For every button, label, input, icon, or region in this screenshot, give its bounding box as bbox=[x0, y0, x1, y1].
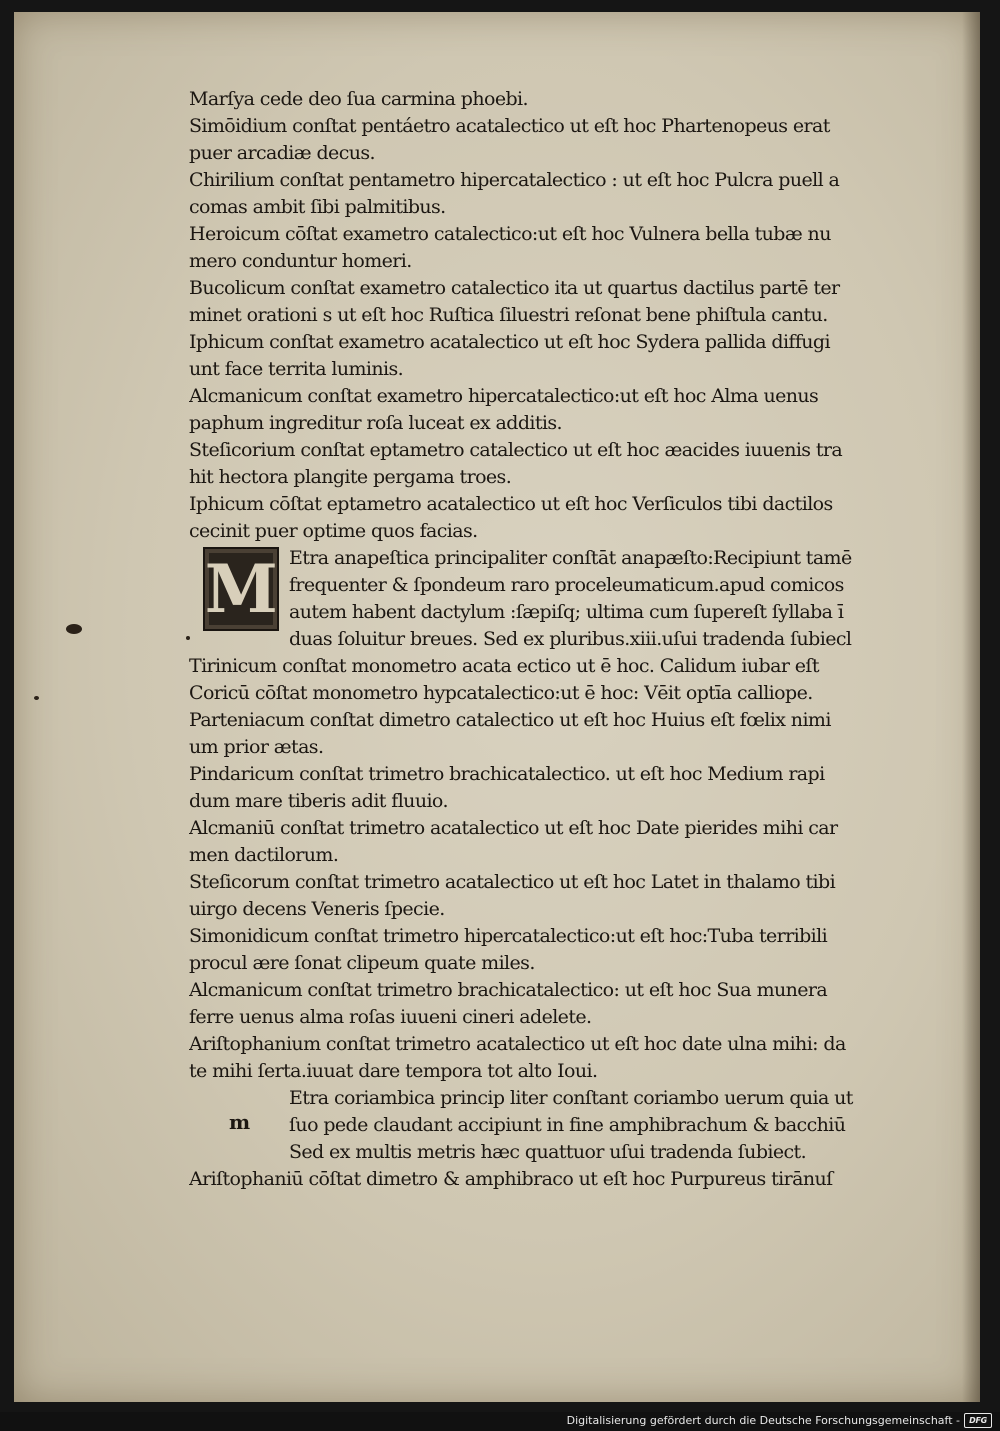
text-line: Simōidium conſtat pentáetro acatalectico ut eſt hoc Phartenopeus erat bbox=[189, 115, 830, 137]
text-line: Tirinicum conſtat monometro acata ectico ut ē hoc. Calidum iubar eſt bbox=[189, 655, 819, 677]
text-line: paphum ingreditur roſa luceat ex additis. bbox=[189, 412, 562, 434]
text-line: Iphicum conſtat exametro acatalectico ut eſt hoc Sydera pallida diffugi bbox=[189, 331, 830, 353]
text-line: te mihi ſerta.iuuat dare tempora tot alto Ioui. bbox=[189, 1060, 598, 1082]
text-line: uirgo decens Veneris ſpecie. bbox=[189, 898, 445, 920]
text-line: Heroicum cōſtat exametro catalectico:ut eſt hoc Vulnera bella tubæ nu bbox=[189, 223, 831, 245]
text-lines-top bbox=[189, 86, 969, 545]
text-line: Simonidicum conſtat trimetro hipercatalectico:ut eſt hoc:Tuba terribili bbox=[189, 925, 828, 947]
text-line: hit hectora plangite pergama troes. bbox=[189, 466, 512, 488]
decorated-initial bbox=[203, 547, 279, 631]
ink-blot bbox=[66, 624, 82, 634]
text-line: Marſya cede deo ſua carmina phoebi. bbox=[189, 88, 528, 110]
text-line: ſuo pede claudant accipiunt in fine amphibrachum & bacchiū bbox=[289, 1114, 846, 1136]
text-line: Etra coriambica princip liter conſtant coriambo uerum quia ut bbox=[289, 1087, 853, 1109]
text-line: Alcmanicum conſtat exametro hipercatalectico:ut eſt hoc Alma uenus bbox=[189, 385, 819, 407]
section-anapestica bbox=[189, 545, 969, 653]
section-anapestica-lines bbox=[289, 545, 969, 653]
text-line: Ariſtophaniū cōſtat dimetro & amphibraco ut eſt hoc Purpureus tirānuſ bbox=[189, 1168, 833, 1190]
text-line: minet orationi s ut eſt hoc Ruſtica ſiluestri reſonat bene phiſtula cantu. bbox=[189, 304, 828, 326]
text-line: mero conduntur homeri. bbox=[189, 250, 412, 272]
text-line: procul ære ſonat clipeum quate miles. bbox=[189, 952, 535, 974]
text-line: Parteniacum conſtat dimetro catalectico ut eſt hoc Huius eſt fœlix nimi bbox=[189, 709, 831, 731]
section-coriambica bbox=[189, 1085, 969, 1166]
text-line: Etra anapeſtica principaliter conſtāt anapæſto:Recipiunt tamē bbox=[289, 547, 852, 569]
footer-text: Digitalisierung gefördert durch die Deutsche Forschungsgemeinschaft - bbox=[566, 1413, 960, 1427]
text-lines-bottom bbox=[189, 1166, 969, 1193]
text-line: Alcmanicum conſtat trimetro brachicatalectico: ut eſt hoc Sua munera bbox=[189, 979, 828, 1001]
text-line: Pindaricum conſtat trimetro brachicatalectico. ut eſt hoc Medium rapi bbox=[189, 763, 825, 785]
text-line: men dactilorum. bbox=[189, 844, 339, 866]
section-coriambica-lines bbox=[289, 1085, 969, 1166]
initial-letter: M bbox=[204, 550, 278, 628]
text-line: Sed ex multis metris hæc quattuor uſui tradenda ſubiect. bbox=[289, 1141, 807, 1163]
guide-letter: m bbox=[229, 1110, 250, 1134]
text-block bbox=[189, 86, 969, 1193]
footer-attribution bbox=[567, 1411, 992, 1429]
text-line: comas ambit ſibi palmitibus. bbox=[189, 196, 446, 218]
text-line: Steſicorum conſtat trimetro acatalectico ut eſt hoc Latet in thalamo tibi bbox=[189, 871, 836, 893]
ink-speck bbox=[34, 696, 39, 700]
text-line: puer arcadiæ decus. bbox=[189, 142, 375, 164]
text-line: Chirilium conſtat pentametro hipercatalectico : ut eſt hoc Pulcra puell a bbox=[189, 169, 840, 191]
text-line: ferre uenus alma roſas iuueni cineri adelete. bbox=[189, 1006, 592, 1028]
text-line: unt face territa luminis. bbox=[189, 358, 404, 380]
text-line: Iphicum cōſtat eptametro acatalectico ut eſt hoc Verſiculos tibi dactilos bbox=[189, 493, 833, 515]
text-line: Coricū cōſtat monometro hypcatalectico:ut ē hoc: Vēit optīa calliope. bbox=[189, 682, 813, 704]
text-line: autem habent dactylum :ſæpiſq; ultima cum ſupereſt ſyllaba ī bbox=[289, 601, 844, 623]
text-line: frequenter & ſpondeum raro proceleumaticum.apud comicos bbox=[289, 574, 844, 596]
text-line: um prior ætas. bbox=[189, 736, 324, 758]
book-page bbox=[14, 12, 980, 1402]
text-line: Steſicorium conſtat eptametro catalectico ut eſt hoc æacides iuuenis tra bbox=[189, 439, 843, 461]
dfg-logo-icon[interactable]: DFG bbox=[964, 1413, 992, 1428]
text-line: dum mare tiberis adit fluuio. bbox=[189, 790, 448, 812]
text-line: Ariſtophanium conſtat trimetro acatalectico ut eſt hoc date ulna mihi: da bbox=[189, 1033, 846, 1055]
text-line: Bucolicum conſtat exametro catalectico ita ut quartus dactilus partē ter bbox=[189, 277, 840, 299]
text-line: duas ſoluitur breues. Sed ex pluribus.xiii.uſui tradenda ſubiecl bbox=[289, 628, 852, 650]
text-line: cecinit puer optime quos facias. bbox=[189, 520, 478, 542]
text-lines-middle bbox=[189, 653, 969, 1085]
text-line: Alcmaniū conſtat trimetro acatalectico ut eſt hoc Date pierides mihi car bbox=[189, 817, 838, 839]
